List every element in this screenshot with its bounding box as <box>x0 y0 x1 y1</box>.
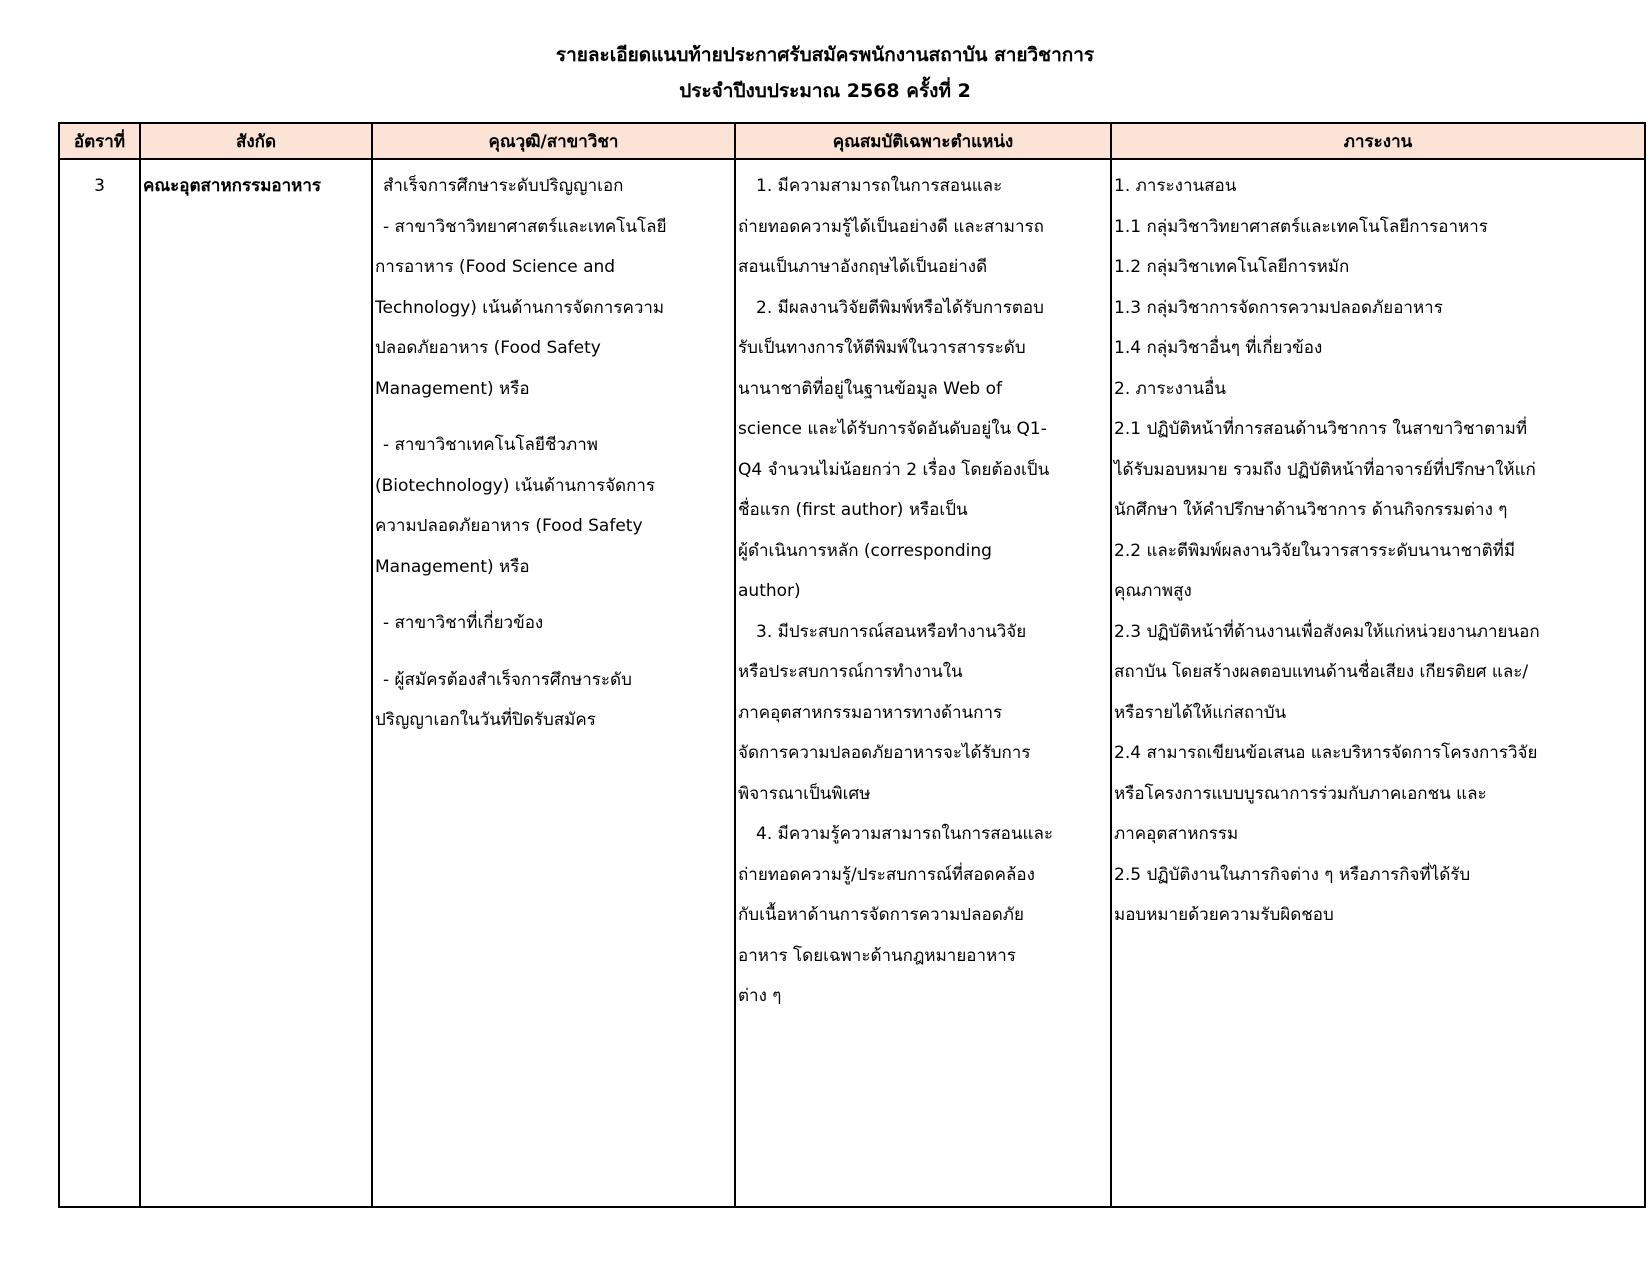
specific-qualification-line: สอนเป็นภาษาอังกฤษได้เป็นอย่างดี <box>738 257 988 277</box>
workload-line: 1.2 กลุ่มวิชาเทคโนโลยีการหมัก <box>1114 257 1350 277</box>
specific-qualification-line: ถ่ายทอดความรู้ได้เป็นอย่างดี และสามารถ <box>738 216 1044 237</box>
specific-qualification-line: ผู้ดำเนินการหลัก (corresponding <box>738 540 992 561</box>
workload-line: 2.2 และตีพิมพ์ผลงานวิจัยในวารสารระดับนานาชาติที่มี <box>1114 540 1516 561</box>
workload-line: 2.1 ปฏิบัติหน้าที่การสอนด้านวิชาการ ในสาขาวิชาตามที่ <box>1114 419 1528 439</box>
workload-line: 2.5 ปฏิบัติงานในภารกิจต่าง ๆ หรือภารกิจที่ได้รับ <box>1114 864 1471 885</box>
workload-line: นักศึกษา ให้คำปรึกษาด้านวิชาการ ด้านกิจกรรมต่าง ๆ <box>1114 500 1508 520</box>
table-header-row <box>59 123 1645 159</box>
specific-qualification-line: 3. มีประสบการณ์สอนหรือทำงานวิจัย <box>756 621 1027 642</box>
specific-qualification-line: 1. มีความสามารถในการสอนและ <box>756 176 1003 196</box>
header-faculty: สังกัด <box>140 123 372 159</box>
specific-qualification-line: science และได้รับการจัดอันดับอยู่ใน Q1- <box>738 419 1047 439</box>
specific-qualification-line: ต่าง ๆ <box>738 986 782 1006</box>
qualification-line: Management) หรือ <box>375 556 530 577</box>
workload-line: 1.1 กลุ่มวิชาวิทยาศาสตร์และเทคโนโลยีการอาหาร <box>1114 216 1488 237</box>
workload-line: มอบหมายด้วยความรับผิดชอบ <box>1114 905 1334 925</box>
specific-qualifications-cell <box>735 159 1111 1207</box>
specific-qualification-line: 2. มีผลงานวิจัยตีพิมพ์หรือได้รับการตอบ <box>756 297 1044 318</box>
document-title: รายละเอียดแนบท้ายประกาศรับสมัครพนักงานสถาบัน สายวิชาการ <box>555 44 1095 66</box>
rate-cell: 3 <box>59 159 140 1207</box>
qualification-line: - ผู้สมัครต้องสำเร็จการศึกษาระดับ <box>383 669 632 690</box>
workload-line: 1.3 กลุ่มวิชาการจัดการความปลอดภัยอาหาร <box>1114 297 1443 318</box>
qualification-line: Management) หรือ <box>375 378 530 399</box>
workload-line: หรือโครงการแบบบูรณาการร่วมกับภาคเอกชน และ <box>1114 783 1487 804</box>
specific-qualification-line: ชื่อแรก (first author) หรือเป็น <box>738 500 968 520</box>
document-subtitle: ประจำปีงบประมาณ 2568 ครั้งที่ 2 <box>679 80 971 102</box>
specific-qualification-line: Q4 จำนวนไม่น้อยกว่า 2 เรื่อง โดยต้องเป็น <box>738 459 1050 480</box>
specific-qualification-line: author) <box>738 581 801 601</box>
line-gap <box>375 409 732 425</box>
specific-qualification-line: อาหาร โดยเฉพาะด้านกฎหมายอาหาร <box>738 945 1016 966</box>
workload-line: คุณภาพสูง <box>1114 581 1192 601</box>
workload-line: 2.3 ปฏิบัติหน้าที่ด้านงานเพื่อสังคมให้แก่หน่วยงานภายนอก <box>1114 621 1540 642</box>
workload-line: 1. ภาระงานสอน <box>1114 176 1237 196</box>
qualification-line: ปริญญาเอกในวันที่ปิดรับสมัคร <box>375 710 596 730</box>
specific-qualification-line: ภาคอุตสาหกรรมอาหารทางด้านการ <box>738 702 1003 723</box>
qualification-line: - สาขาวิชาวิทยาศาสตร์และเทคโนโลยี <box>383 216 667 237</box>
qualification-line: ความปลอดภัยอาหาร (Food Safety <box>375 516 643 536</box>
workload-cell <box>1111 159 1645 1207</box>
qualification-line: ปลอดภัยอาหาร (Food Safety <box>375 338 601 358</box>
workload-line: 1.4 กลุ่มวิชาอื่นๆ ที่เกี่ยวข้อง <box>1114 338 1323 358</box>
specific-qualification-line: จัดการความปลอดภัยอาหารจะได้รับการ <box>738 743 1031 763</box>
workload-line: 2.4 สามารถเขียนข้อเสนอ และบริหารจัดการโครงการวิจัย <box>1114 743 1538 763</box>
specific-qualification-line: รับเป็นทางการให้ตีพิมพ์ในวารสารระดับ <box>738 338 1026 358</box>
specific-qualification-line: นานาชาติที่อยู่ในฐานข้อมูล Web of <box>738 378 1003 399</box>
qualification-line: - สาขาวิชาที่เกี่ยวข้อง <box>383 613 544 633</box>
qualification-line: Technology) เน้นด้านการจัดการความ <box>375 297 665 318</box>
header-qualification: คุณวุฒิ/สาขาวิชา <box>372 123 735 159</box>
qualification-line: การอาหาร (Food Science and <box>375 257 616 277</box>
specific-qualification-line: กับเนื้อหาด้านการจัดการความปลอดภัย <box>738 905 1024 925</box>
table-row <box>59 159 1645 1207</box>
qualification-line: - สาขาวิชาเทคโนโลยีชีวภาพ <box>383 435 598 455</box>
header-specific-qualifications: คุณสมบัติเฉพาะตำแหน่ง <box>735 123 1111 159</box>
workload-line: ได้รับมอบหมาย รวมถึง ปฏิบัติหน้าที่อาจารย์ที่ปรึกษาให้แก่ <box>1114 459 1536 480</box>
qualification-cell <box>372 159 735 1207</box>
specific-qualification-line: 4. มีความรู้ความสามารถในการสอนและ <box>756 824 1054 844</box>
specific-qualification-line: พิจารณาเป็นพิเศษ <box>738 783 871 804</box>
workload-line: ภาคอุตสาหกรรม <box>1114 824 1239 844</box>
line-gap <box>375 644 732 660</box>
specific-qualification-line: ถ่ายทอดความรู้/ประสบการณ์ที่สอดคล้อง <box>738 864 1035 885</box>
position-details-table <box>58 122 1646 1208</box>
qualification-line: สำเร็จการศึกษาระดับปริญญาเอก <box>383 176 624 196</box>
specific-qualification-line: หรือประสบการณ์การทำงานใน <box>738 662 963 682</box>
workload-line: 2. ภาระงานอื่น <box>1114 378 1226 399</box>
workload-line: หรือรายได้ให้แก่สถาบัน <box>1114 702 1287 723</box>
faculty-cell: คณะอุตสาหกรรมอาหาร <box>140 159 372 1207</box>
qualification-line: (Biotechnology) เน้นด้านการจัดการ <box>375 475 656 496</box>
header-rate: อัตราที่ <box>59 123 140 159</box>
workload-line: สถาบัน โดยสร้างผลตอบแทนด้านชื่อเสียง เกียรติยศ และ/ <box>1114 662 1529 682</box>
header-workload: ภาระงาน <box>1111 123 1645 159</box>
line-gap <box>375 587 732 603</box>
